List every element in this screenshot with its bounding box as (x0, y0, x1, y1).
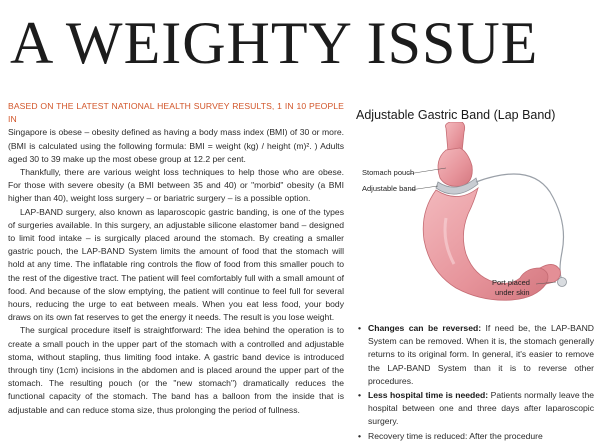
paragraph-procedure: The surgical procedure itself is straightforward: The idea behind the operation is to create a small pouch in the upper part of the stomach with a controlled and adjustable stoma, without stapling, thus limiting food intake. A gastric band device is introduced through tiny (1cm) incisions in the abdomen and is placed around the upper part of the stomach. The resulting pouch (or the "new stomach") dramatically reduces the functional capacity of the stomach. The band has a balloon from the inside that is adjustable and can reduce stoma size, thus prolonging the period of fullness. (8, 325, 344, 415)
intro-paragraph (8, 100, 344, 166)
port-shape (558, 278, 567, 287)
list-item: • Less hospital time is needed: Patients normally leave the hospital between one and three days after laparoscopic surgery. (358, 390, 594, 427)
stomach-illustration (350, 122, 600, 317)
intro-rest: Singapore is obese – obesity defined as having a body mass index (BMI) of 30 or more. (BMI is calculated using the following formula: BMI = weight (kg) / height (m)². ) Adults aged 30 to 39 make up the most obese group at 12.2 per cent. (8, 127, 344, 164)
label-stomach-pouch: Stomach pouch (362, 168, 415, 177)
bullet-icon: • (358, 323, 362, 333)
esophagus-shape (446, 122, 465, 152)
label-port-line2: under skin (495, 288, 530, 297)
paragraph-obesity-options: Thankfully, there are various weight loss techniques to help those who are obese. For those with severe obesity (a BMI between 35 and 40) or "morbid" obesity (a BMI higher than 40), weight loss surgery – or bariatric surgery – is a possible option. (8, 167, 344, 204)
intro-lead: BASED ON THE LATEST NATIONAL HEALTH SURVEY RESULTS, 1 IN 10 PEOPLE IN (8, 101, 344, 125)
bullet-icon: • (358, 390, 362, 401)
label-adjustable-band: Adjustable band (362, 184, 416, 193)
gastric-band-figure (350, 122, 600, 317)
bullet-icon: • (358, 430, 362, 441)
figure-title: Adjustable Gastric Band (Lap Band) (356, 108, 556, 122)
stomach-pouch-shape (438, 148, 472, 186)
paragraph-lap-band: LAP-BAND surgery, also known as laparoscopic gastric banding, is one of the types of surgeries available. In this surgery, an adjustable silicone elastomer band – designed to limit food intake – is surgically placed around the stomach. By creating a smaller gastric pouch, the LAP-BAND System limits the amount of food that the stomach will hold at any time. The inflatable ring controls the flow of food from this smaller pouch to the rest of the digestive tract. The patient will feel comfortably full with a small amount of food. And because of the slow emptying, the patient will continue to feel full for several hours, reducing the urge to eat between meals. When you eat less food, your body draws on its own fat reserves to get the energy it needs. The result is you lose weight. (8, 206, 344, 323)
article-body (8, 100, 344, 417)
benefits-list (358, 322, 594, 444)
page-title: A WEIGHTY ISSUE (10, 10, 539, 76)
label-port-line1: Port placed (492, 278, 530, 287)
list-item: • Recovery time is reduced: After the procedure (368, 430, 594, 443)
list-item: • Changes can be reversed: If need be, the LAP-BAND System can be removed. When it is, the stomach generally returns to its original form. In general, it's easier to remove the LAP-BAND System than it is to reverse other procedures. (358, 323, 594, 386)
